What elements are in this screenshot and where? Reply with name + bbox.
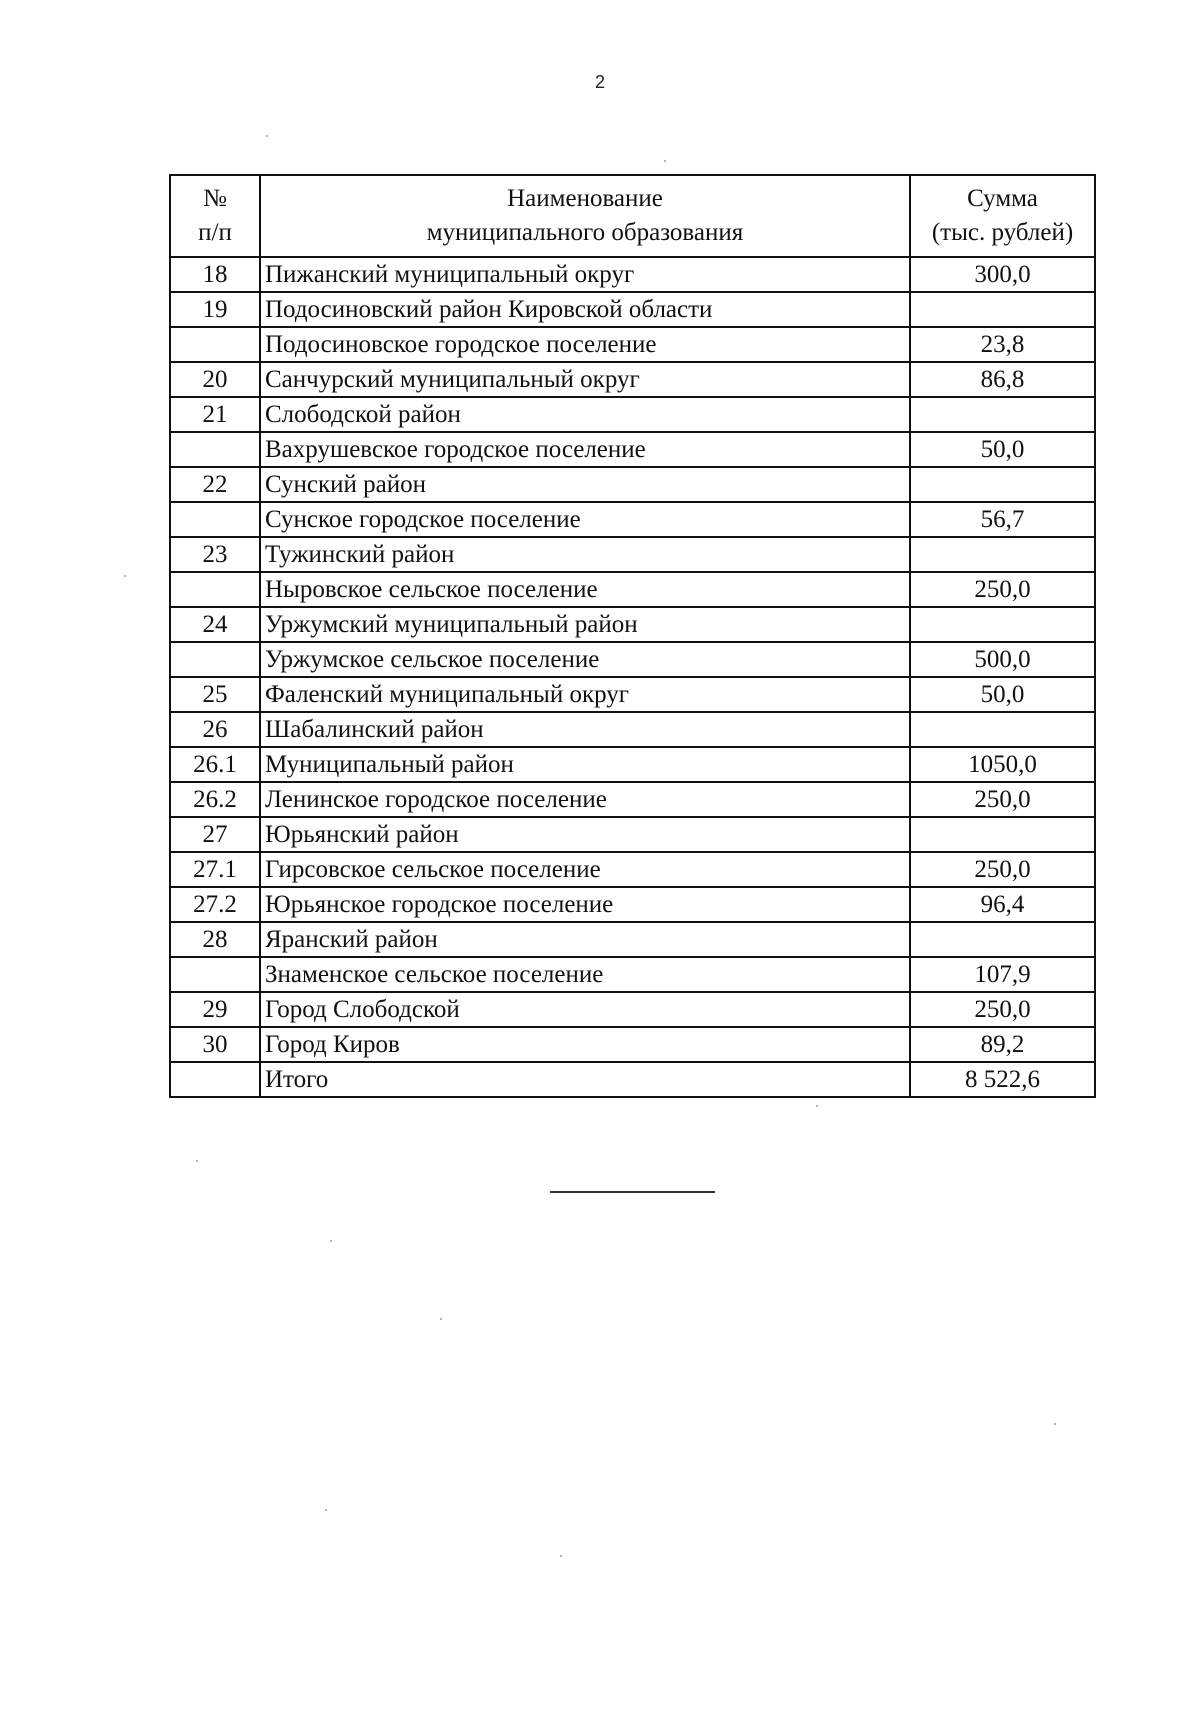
row-number: 27.2	[170, 887, 260, 922]
row-number: 23	[170, 537, 260, 572]
amount: 250,0	[910, 572, 1095, 607]
table-row	[170, 782, 1095, 817]
row-number	[170, 572, 260, 607]
row-number	[170, 642, 260, 677]
municipality-name: Фаленский муниципальный округ	[260, 677, 910, 712]
scan-speck	[664, 160, 666, 162]
table-row	[170, 817, 1095, 852]
table-row	[170, 607, 1095, 642]
header-number: № п/п	[170, 175, 260, 257]
row-number: 27.1	[170, 852, 260, 887]
municipality-name: Гирсовское сельское поселение	[260, 852, 910, 887]
row-number: 19	[170, 292, 260, 327]
amount: 23,8	[910, 327, 1095, 362]
municipality-name: Шабалинский район	[260, 712, 910, 747]
row-number: 21	[170, 397, 260, 432]
table-row	[170, 397, 1095, 432]
row-number	[170, 432, 260, 467]
municipality-name: Город Слободской	[260, 992, 910, 1027]
municipality-name: Подосиновский район Кировской области	[260, 292, 910, 327]
amount: 8 522,6	[910, 1062, 1095, 1097]
table-row	[170, 292, 1095, 327]
amount: 107,9	[910, 957, 1095, 992]
municipality-name: Санчурский муниципальный округ	[260, 362, 910, 397]
amount: 500,0	[910, 642, 1095, 677]
amount	[910, 817, 1095, 852]
table-row	[170, 572, 1095, 607]
amount: 89,2	[910, 1027, 1095, 1062]
table-row	[170, 677, 1095, 712]
scan-speck	[816, 1105, 818, 1107]
table-row	[170, 467, 1095, 502]
table-row	[170, 992, 1095, 1027]
row-number: 28	[170, 922, 260, 957]
row-number: 18	[170, 257, 260, 292]
table-row	[170, 432, 1095, 467]
table-row	[170, 1027, 1095, 1062]
municipality-name: Пижанский муниципальный округ	[260, 257, 910, 292]
table-row	[170, 957, 1095, 992]
amount: 50,0	[910, 432, 1095, 467]
row-number	[170, 327, 260, 362]
row-number	[170, 502, 260, 537]
amount: 96,4	[910, 887, 1095, 922]
municipality-name: Подосиновское городское поселение	[260, 327, 910, 362]
municipality-name: Уржумский муниципальный район	[260, 607, 910, 642]
row-number	[170, 1062, 260, 1097]
row-number: 29	[170, 992, 260, 1027]
amount: 250,0	[910, 852, 1095, 887]
table-row	[170, 537, 1095, 572]
table-row	[170, 642, 1095, 677]
closing-rule	[550, 1191, 715, 1193]
table-body	[170, 257, 1095, 1097]
municipality-name: Слободской район	[260, 397, 910, 432]
row-number: 26.2	[170, 782, 260, 817]
amount	[910, 467, 1095, 502]
amount: 50,0	[910, 677, 1095, 712]
allocation-table	[169, 174, 1096, 1098]
amount	[910, 607, 1095, 642]
municipality-name: Ленинское городское поселение	[260, 782, 910, 817]
table-row	[170, 362, 1095, 397]
municipality-name: Муниципальный район	[260, 747, 910, 782]
table-row	[170, 747, 1095, 782]
amount: 86,8	[910, 362, 1095, 397]
scan-speck	[266, 135, 268, 137]
amount: 56,7	[910, 502, 1095, 537]
table-row	[170, 257, 1095, 292]
header-municipality-name: Наименование муниципального образования	[260, 175, 910, 257]
municipality-name: Город Киров	[260, 1027, 910, 1062]
row-number	[170, 957, 260, 992]
municipality-name: Знаменское сельское поселение	[260, 957, 910, 992]
scan-speck	[1054, 1423, 1056, 1425]
amount: 1050,0	[910, 747, 1095, 782]
page-number: 2	[594, 72, 605, 92]
scan-speck	[560, 1555, 562, 1557]
municipality-name: Уржумское сельское поселение	[260, 642, 910, 677]
scan-speck	[325, 1509, 327, 1511]
row-number: 30	[170, 1027, 260, 1062]
amount	[910, 292, 1095, 327]
municipality-name: Сунское городское поселение	[260, 502, 910, 537]
municipality-name: Яранский район	[260, 922, 910, 957]
table-row	[170, 502, 1095, 537]
table-row	[170, 712, 1095, 747]
amount	[910, 922, 1095, 957]
table-row	[170, 922, 1095, 957]
municipality-name: Ныровское сельское поселение	[260, 572, 910, 607]
table-row	[170, 852, 1095, 887]
amount	[910, 397, 1095, 432]
row-number: 25	[170, 677, 260, 712]
row-number: 26	[170, 712, 260, 747]
amount	[910, 712, 1095, 747]
scan-speck	[196, 1160, 198, 1162]
amount: 250,0	[910, 992, 1095, 1027]
amount: 250,0	[910, 782, 1095, 817]
table-row	[170, 327, 1095, 362]
municipality-name: Вахрушевское городское поселение	[260, 432, 910, 467]
row-number: 27	[170, 817, 260, 852]
amount	[910, 537, 1095, 572]
table-header-row	[170, 175, 1095, 257]
scan-speck	[440, 1318, 442, 1320]
scan-speck	[124, 575, 126, 577]
scan-speck	[330, 1240, 332, 1242]
municipality-name: Сунский район	[260, 467, 910, 502]
municipality-name: Юрьянское городское поселение	[260, 887, 910, 922]
municipality-name: Тужинский район	[260, 537, 910, 572]
row-number: 22	[170, 467, 260, 502]
table-row	[170, 1062, 1095, 1097]
row-number: 24	[170, 607, 260, 642]
municipality-name: Итого	[260, 1062, 910, 1097]
row-number: 20	[170, 362, 260, 397]
municipality-name: Юрьянский район	[260, 817, 910, 852]
header-amount: Сумма (тыс. рублей)	[910, 175, 1095, 257]
table-row	[170, 887, 1095, 922]
amount: 300,0	[910, 257, 1095, 292]
row-number: 26.1	[170, 747, 260, 782]
